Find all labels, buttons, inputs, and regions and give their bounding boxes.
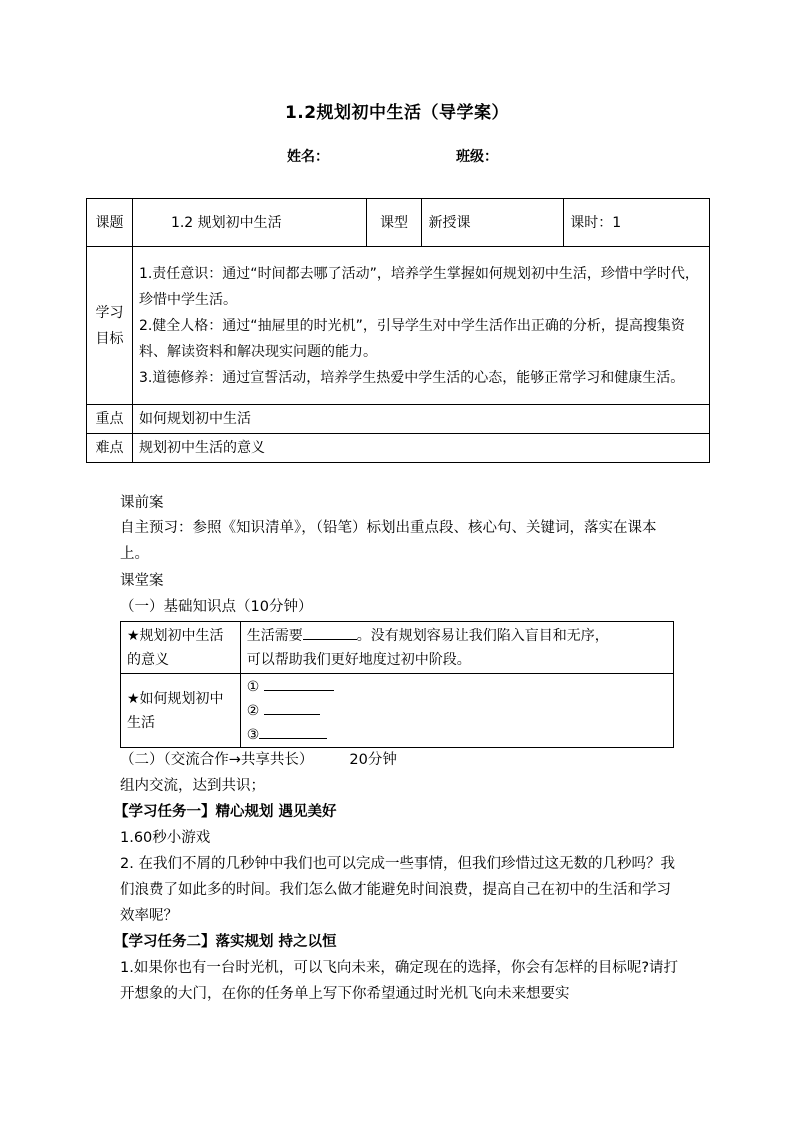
lesson-info-row bbox=[87, 199, 710, 247]
document-title: 1.2规划初中生活（导学案） bbox=[284, 103, 510, 123]
how-content bbox=[240, 674, 673, 748]
knowledge-table bbox=[120, 621, 674, 748]
task2-heading: 【学习任务二】落实规划 持之以恒 bbox=[114, 934, 337, 950]
how-item-2 bbox=[247, 699, 667, 723]
meaning-text-c: 可以帮助我们更好地度过初中阶段。 bbox=[246, 651, 471, 668]
section2-time: 20分钟 bbox=[349, 752, 397, 768]
fill-blank bbox=[264, 676, 334, 691]
section2-row bbox=[120, 747, 680, 773]
pre-class-text: 自主预习：参照《知识清单》，（铅笔）标划出重点段、核心句、关键词，落实在课本上。 bbox=[120, 520, 657, 562]
type-value: 新授课 bbox=[422, 199, 564, 247]
task1-item1: 1.60秒小游戏 bbox=[120, 830, 211, 846]
fill-blank bbox=[264, 700, 320, 715]
fill-blank bbox=[303, 625, 357, 640]
key-point-row bbox=[87, 405, 710, 434]
key-point-label: 重点 bbox=[87, 405, 133, 434]
meaning-text-b: 。没有规划容易让我们陷入盲目和无序， bbox=[356, 627, 609, 644]
meaning-text-a: 生活需要 bbox=[246, 627, 303, 644]
difficulty-value: 规划初中生活的意义 bbox=[132, 434, 709, 463]
name-label: 姓名： bbox=[287, 149, 329, 165]
goals-label-line2: 目标 bbox=[95, 330, 124, 347]
goals-content bbox=[132, 247, 709, 405]
pre-class-heading: 课前案 bbox=[120, 495, 164, 511]
task1-heading: 【学习任务一】精心规划 遇见美好 bbox=[114, 804, 337, 820]
knowledge-row-how bbox=[121, 674, 674, 748]
lesson-info-table bbox=[86, 198, 710, 463]
knowledge-row-meaning bbox=[121, 622, 674, 674]
topic-label: 课题 bbox=[87, 199, 133, 247]
goals-row bbox=[87, 247, 710, 405]
how-item-3 bbox=[247, 723, 667, 747]
goal-item: 1.责任意识：通过“时间都去哪了活动”，培养学生掌握如何规划初中生活，珍惜中学时代，珍惜中学生活。 bbox=[138, 265, 699, 308]
goals-label bbox=[87, 247, 133, 405]
goal-item: 3.道德修养：通过宣誓活动，培养学生热爱中学生活的心态，能够正常学习和健康生活。 bbox=[138, 369, 685, 386]
item-number: ③ bbox=[246, 726, 260, 743]
class-label: 班级： bbox=[456, 149, 498, 165]
fill-blank bbox=[259, 724, 327, 739]
topic-value: 1.2 规划初中生活 bbox=[132, 199, 366, 247]
section2-label: （二）（交流合作→共享共长） bbox=[120, 752, 314, 768]
how-item-1 bbox=[247, 675, 667, 699]
lesson-hours: 课时：1 bbox=[564, 199, 710, 247]
goal-item: 2.健全人格：通过“抽屉里的时光机”，引导学生对中学生活作出正确的分析，提高搜集资料、解读资料和解决现实问题的能力。 bbox=[138, 317, 685, 360]
group-text: 组内交流，达到共识； bbox=[120, 778, 265, 794]
task1-item2: 2. 在我们不屑的几秒钟中我们也可以完成一些事情，但我们珍惜过这无数的几秒吗？我们浪费了如此多的时间。我们怎么做才能避免时间浪费，提高自己在初中的生活和学习效率呢？ bbox=[120, 856, 675, 924]
in-class-heading: 课堂案 bbox=[120, 573, 164, 589]
type-label: 课型 bbox=[366, 199, 422, 247]
section1-heading: （一）基础知识点（10分钟） bbox=[120, 599, 313, 615]
item-number: ② bbox=[246, 702, 260, 719]
meaning-content bbox=[240, 622, 673, 674]
item-number: ① bbox=[246, 678, 260, 695]
how-label: ★如何规划初中生活 bbox=[121, 674, 241, 748]
goals-label-line1: 学习 bbox=[95, 304, 124, 321]
meaning-label: ★规划初中生活的意义 bbox=[121, 622, 241, 674]
task2-item1: 1.如果你也有一台时光机，可以飞向未来，确定现在的选择，你会有怎样的目标呢?请打开想象的大门，在你的任务单上写下你希望通过时光机飞向未来想要实 bbox=[120, 960, 679, 1002]
difficulty-row bbox=[87, 434, 710, 463]
difficulty-label: 难点 bbox=[87, 434, 133, 463]
key-point-value: 如何规划初中生活 bbox=[132, 405, 709, 434]
